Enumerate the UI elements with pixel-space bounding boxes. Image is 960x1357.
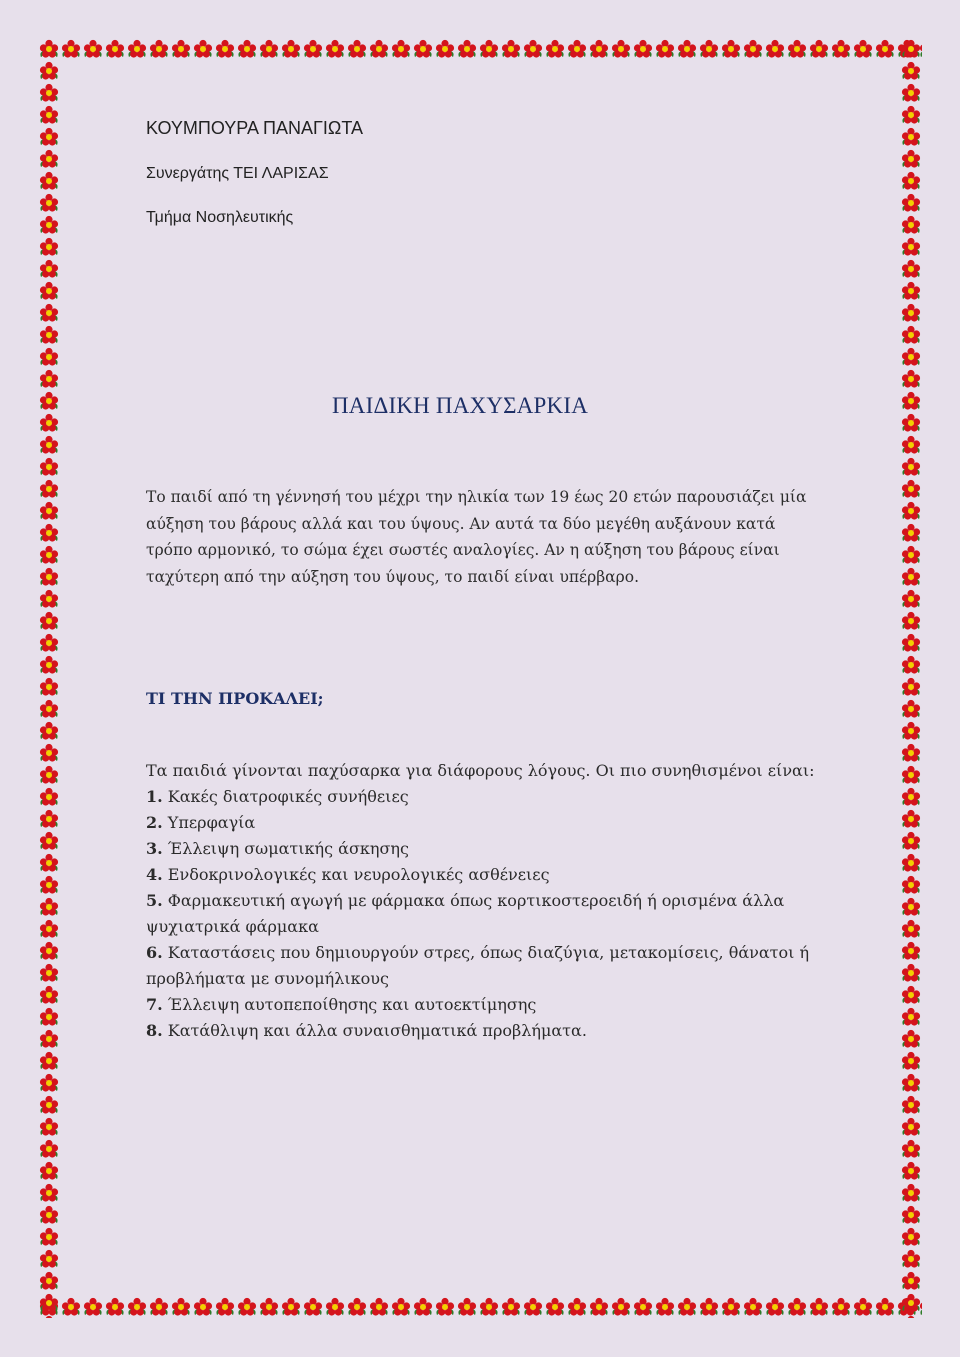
list-item-number: 1. (146, 787, 163, 806)
flower-border-left (38, 38, 60, 1318)
causes-section (146, 758, 826, 1044)
list-item (146, 992, 826, 1018)
flower-border-bottom (38, 1296, 922, 1318)
list-item-text: Υπερφαγία (162, 813, 256, 832)
author-department: Τμήμα Νοσηλευτικής (146, 209, 294, 226)
red-flower-icon (38, 38, 60, 1318)
flower-border-top (38, 38, 922, 60)
red-flower-icon (38, 1296, 922, 1318)
list-item-number: 6. (146, 943, 163, 962)
list-item (146, 836, 826, 862)
list-item-number: 8. (146, 1021, 163, 1040)
section-heading: ΤΙ ΤΗΝ ΠΡΟΚΑΛΕΙ; (146, 689, 324, 708)
causes-list (146, 784, 826, 1044)
list-item-text: Καταστάσεις που δημιουργούν στρες, όπως διαζύγια, μετακομίσεις, θάνατοι ή προβλήματα με συνομήλικους (146, 943, 810, 988)
list-item (146, 862, 826, 888)
list-item (146, 1018, 826, 1044)
list-item-number: 7. (146, 995, 163, 1014)
list-item-text: Έλλειψη αυτοπεποίθησης και αυτοεκτίμησης (162, 995, 537, 1014)
list-item (146, 784, 826, 810)
author-affiliation: Συνεργάτης ΤΕΙ ΛΑΡΙΣΑΣ (146, 165, 329, 182)
causes-lead: Τα παιδιά γίνονται παχύσαρκα για διάφορους λόγους. Οι πιο συνηθισμένοι είναι: (146, 761, 815, 780)
document-title: ΠΑΙΔΙΚΗ ΠΑΧΥΣΑΡΚΙΑ (332, 393, 589, 418)
intro-paragraph: Το παιδί από τη γέννησή του μέχρι την ηλικία των 19 έως 20 ετών παρουσιάζει μία αύξηση του βάρους αλλά και του ύψους. Αν αυτά τα δύο μεγέθη αυξάνουν κατά τρόπο αρμονικό, το σώμα έχει σωστές αναλογίες. Αν η αύξηση του βάρους είναι ταχύτερη από την αύξηση του ύψους, το παιδί είναι υπέρβαρο. (146, 488, 807, 586)
flower-border-right (900, 38, 922, 1318)
list-item-text: Κακές διατροφικές συνήθειες (162, 787, 409, 806)
red-flower-icon (900, 38, 922, 1318)
list-item-text: Ενδοκρινολογικές και νευρολογικές ασθένειες (162, 865, 550, 884)
author-name: ΚΟΥΜΠΟΥΡΑ ΠΑΝΑΓΙΩΤΑ (146, 118, 364, 138)
list-item-number: 5. (146, 891, 163, 910)
list-item-number: 3. (146, 839, 163, 858)
list-item-text: Φαρμακευτική αγωγή με φάρμακα όπως κορτικοστεροειδή ή ορισμένα άλλα ψυχιατρικά φάρμακα (146, 891, 785, 936)
list-item (146, 940, 826, 992)
list-item (146, 810, 826, 836)
list-item-number: 2. (146, 813, 163, 832)
list-item-text: Έλλειψη σωματικής άσκησης (162, 839, 409, 858)
list-item-number: 4. (146, 865, 163, 884)
list-item-text: Κατάθλιψη και άλλα συναισθηματικά προβλήματα. (162, 1021, 587, 1040)
list-item (146, 888, 826, 940)
red-flower-icon (38, 38, 922, 60)
